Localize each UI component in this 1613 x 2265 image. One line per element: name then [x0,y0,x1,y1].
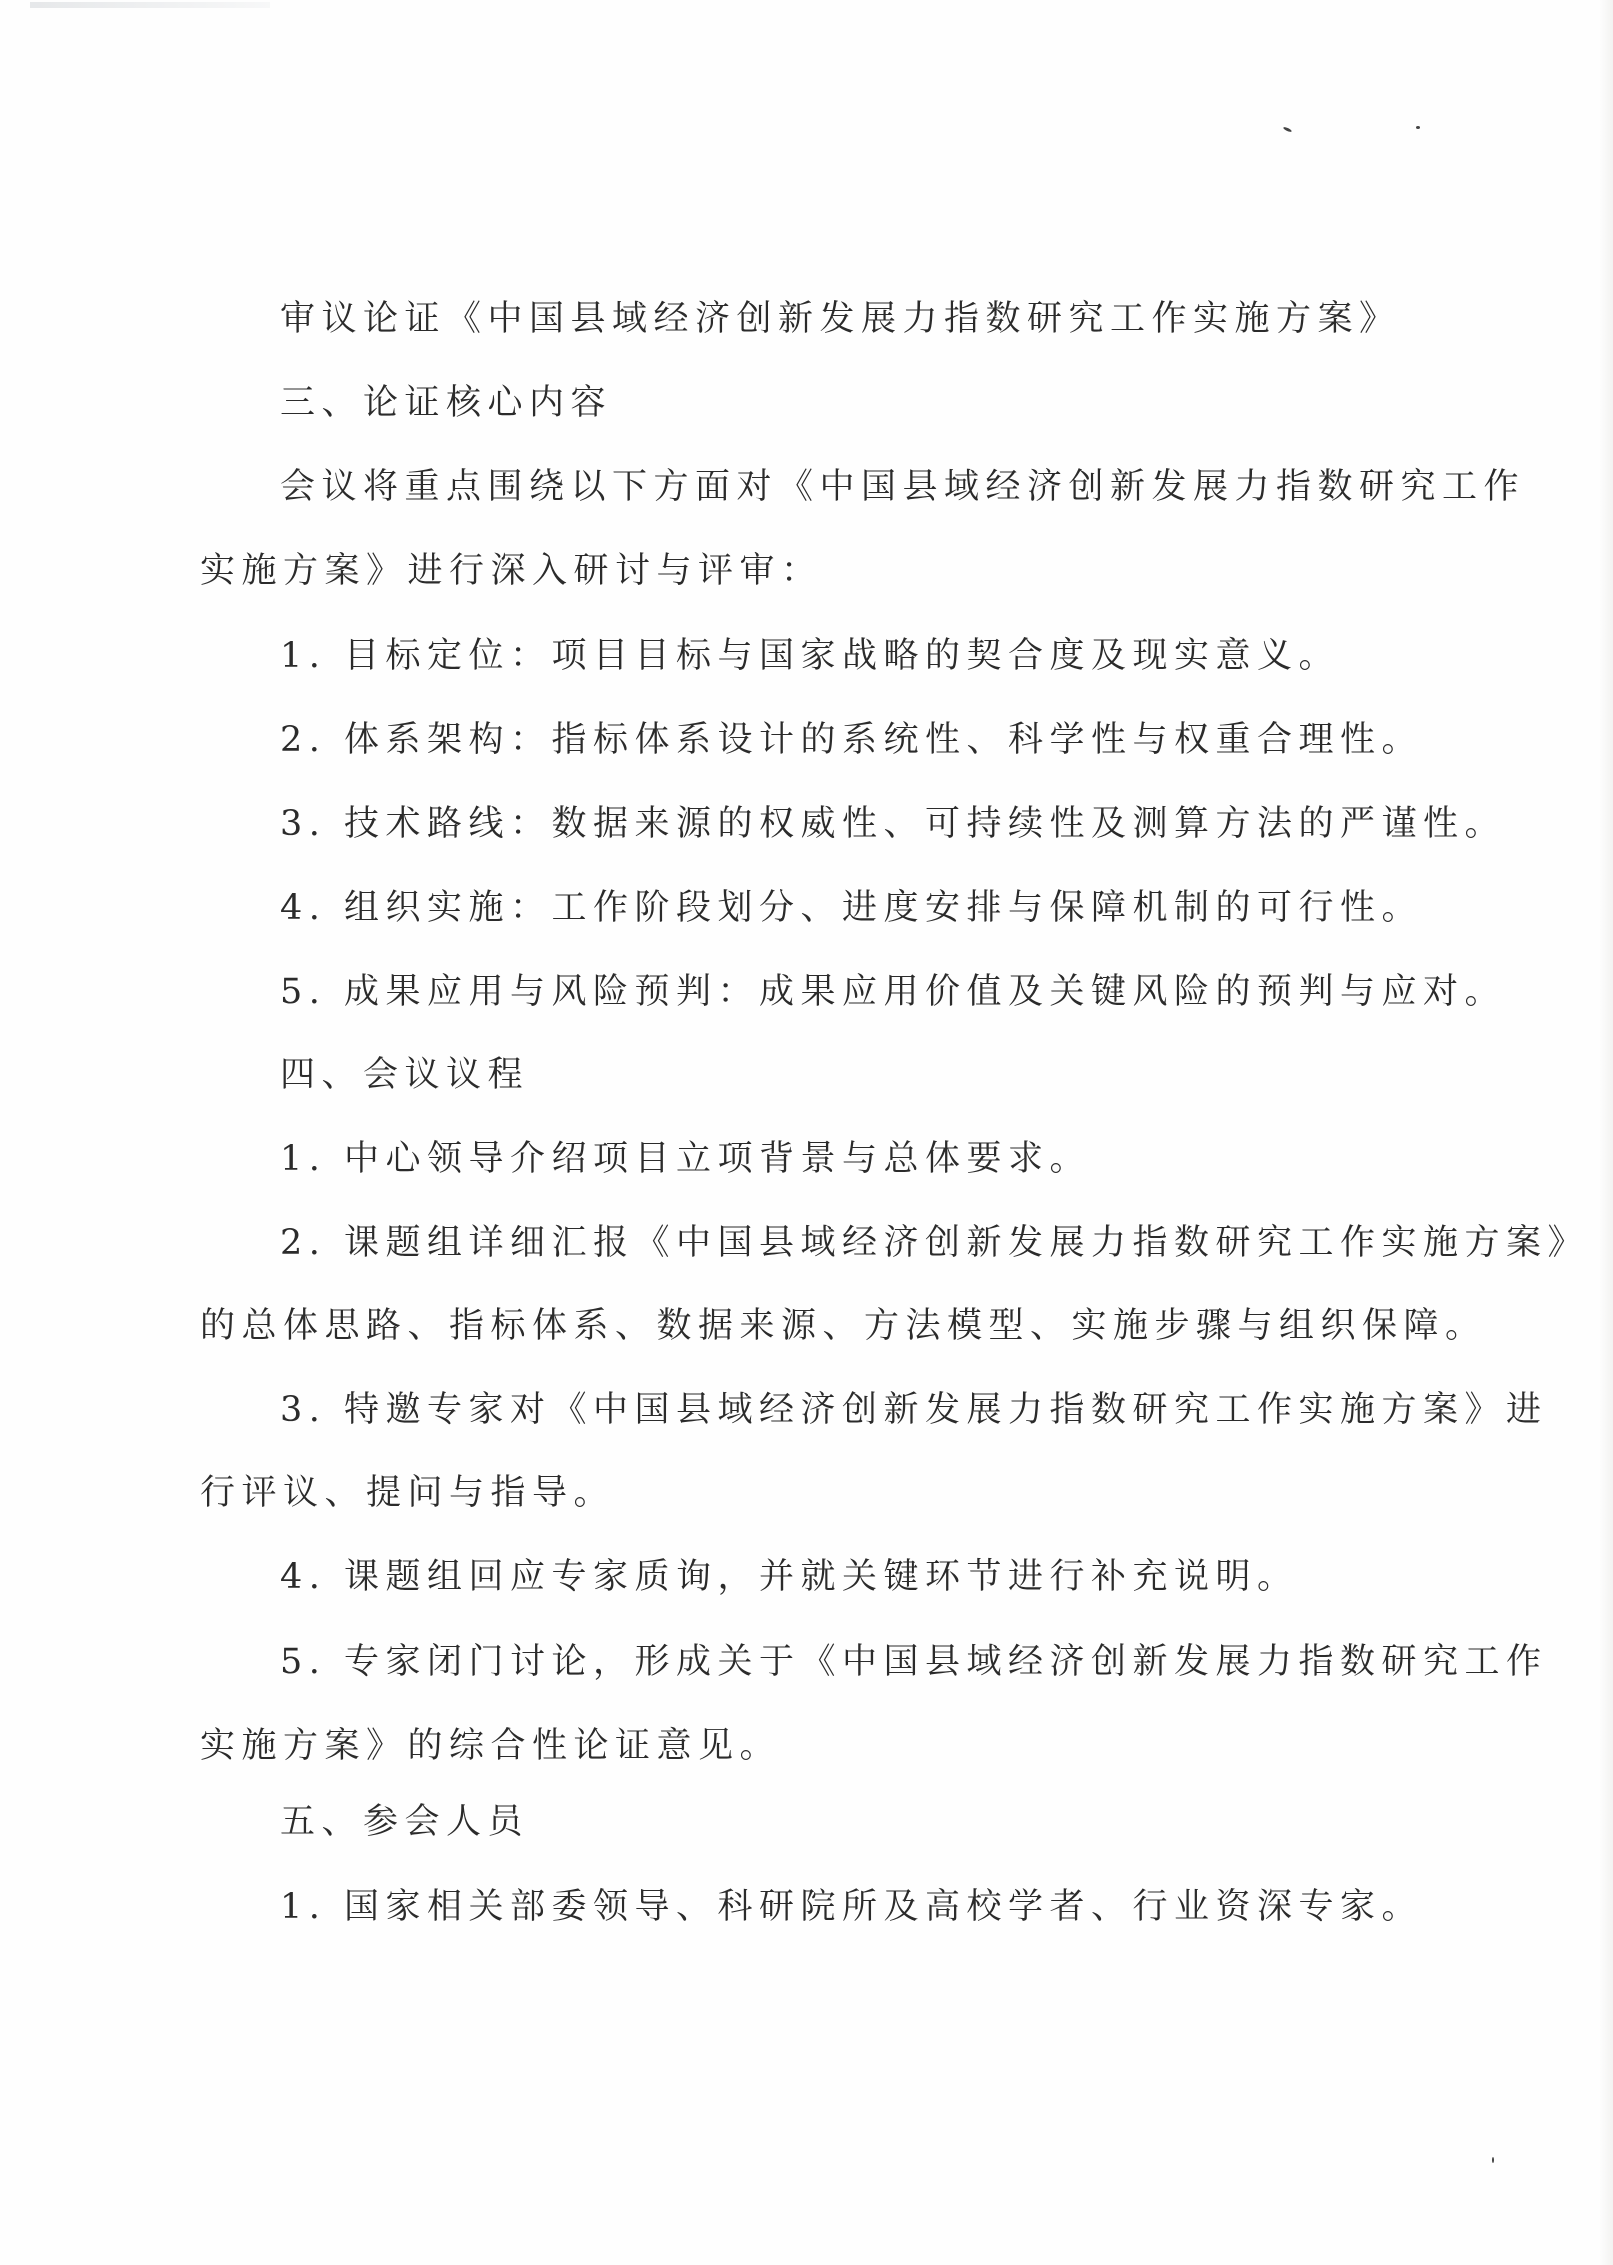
agenda-item-4: 4. 课题组回应专家质询，并就关键环节进行补充说明。 [280,1557,1299,1597]
section-heading-agenda: 四、会议议程 [280,1055,530,1095]
section-heading-attendees: 五、参会人员 [280,1802,530,1842]
list-item-system-architecture: 2. 体系架构：指标体系设计的系统性、科学性与权重合理性。 [280,720,1424,760]
paragraph-continuation-line: 审议论证《中国县域经济创新发展力指数研究工作实施方案》 [280,299,1401,339]
scan-speck [1283,126,1292,133]
scan-artifact-right-edge [1599,0,1613,2265]
agenda-item-5: 5. 专家闭门讨论，形成关于《中国县域经济创新发展力指数研究工作 [280,1642,1548,1682]
section-heading-argument-content: 三、论证核心内容 [280,383,613,423]
list-item-technical-route: 3. 技术路线：数据来源的权威性、可持续性及测算方法的严谨性。 [280,804,1507,844]
scan-artifact-top [30,2,270,8]
agenda-item-1: 1. 中心领导介绍项目立项背景与总体要求。 [280,1139,1092,1179]
scan-speck [1492,2157,1494,2163]
paragraph-continuation-line: 实施方案》进行深入研讨与评审： [200,551,823,591]
agenda-item-5-continuation: 实施方案》的综合性论证意见。 [200,1726,782,1766]
agenda-item-3-continuation: 行评议、提问与指导。 [200,1473,616,1513]
list-item-results-risk: 5. 成果应用与风险预判：成果应用价值及关键风险的预判与应对。 [280,972,1507,1012]
attendee-item-1: 1. 国家相关部委领导、科研院所及高校学者、行业资深专家。 [280,1887,1424,1927]
agenda-item-3: 3. 特邀专家对《中国县域经济创新发展力指数研究工作实施方案》进 [280,1390,1548,1430]
agenda-item-2-continuation: 的总体思路、指标体系、数据来源、方法模型、实施步骤与组织保障。 [200,1306,1487,1346]
paragraph-line: 会议将重点围绕以下方面对《中国县域经济创新发展力指数研究工作 [280,467,1526,507]
scan-speck [1416,126,1420,129]
list-item-goal-positioning: 1. 目标定位：项目目标与国家战略的契合度及现实意义。 [280,636,1341,676]
agenda-item-2: 2. 课题组详细汇报《中国县域经济创新发展力指数研究工作实施方案》 [280,1223,1590,1263]
list-item-organization: 4. 组织实施：工作阶段划分、进度安排与保障机制的可行性。 [280,888,1424,928]
